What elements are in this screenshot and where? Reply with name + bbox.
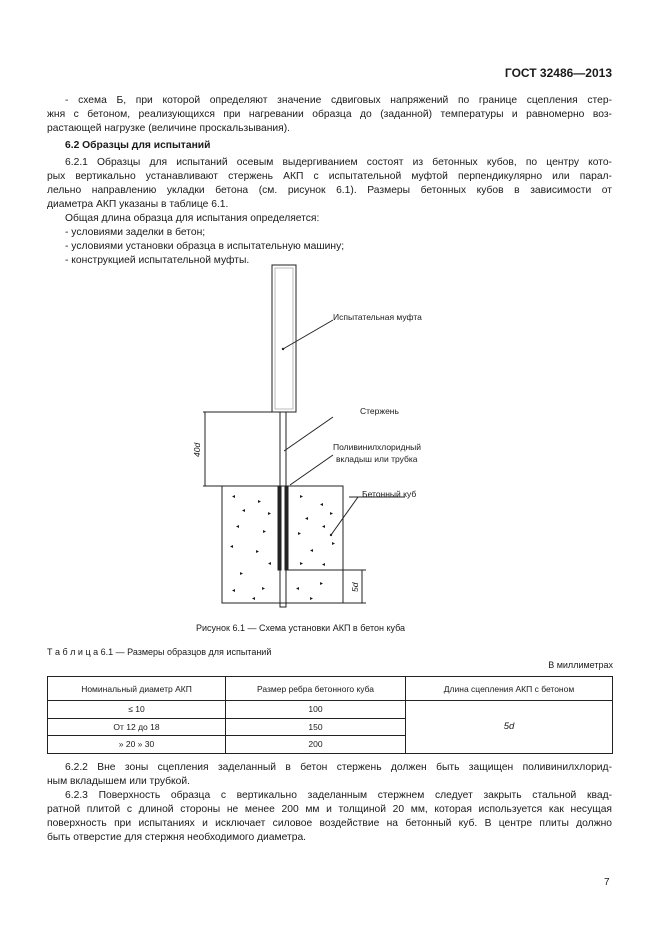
svg-text:◂: ◂ [320, 502, 324, 508]
svg-text:◂: ◂ [232, 588, 236, 594]
svg-text:▸: ▸ [300, 494, 304, 500]
svg-text:▸: ▸ [310, 596, 314, 602]
column-header: Длина сцепления АКП с бетоном [406, 677, 613, 701]
text-line: - схема Б, при которой определяют значение сдвиговых напряжений по границе сцепления стер- [65, 95, 612, 106]
svg-text:◂: ◂ [236, 524, 240, 530]
svg-text:▸: ▸ [256, 549, 260, 555]
label-pvc: Поливинилхлоридный [333, 442, 422, 452]
section-heading: 6.2 Образцы для испытаний [65, 140, 211, 151]
bullet-item: - конструкцией испытательной муфты. [65, 255, 250, 266]
page-number: 7 [604, 877, 610, 888]
table-row [48, 701, 613, 719]
table-cell: 100 [226, 701, 406, 719]
label-rod: Стержень [360, 406, 399, 416]
svg-text:▸: ▸ [263, 529, 267, 535]
svg-text:▸: ▸ [268, 511, 272, 517]
figure-caption: Рисунок 6.1 — Схема установки АКП в бетон куба [196, 623, 406, 633]
table-units: В миллиметрах [548, 660, 613, 670]
svg-text:◂: ◂ [252, 596, 256, 602]
dimension-40d: 40d [192, 442, 202, 457]
text-line: Общая длина образца для испытания определяется: [65, 213, 320, 224]
column-header: Размер ребра бетонного куба [226, 677, 406, 701]
text-line: рых вертикально устанавливают стержень АКП с испытательной муфтой перпендикулярно или парал- [47, 171, 612, 182]
text-line: диаметра АКП указаны в таблице 6.1. [47, 199, 229, 210]
svg-text:◂: ◂ [305, 516, 309, 522]
bond-length-cell: 5d [406, 701, 613, 754]
svg-text:◂: ◂ [296, 586, 300, 592]
table-cell: ≤ 10 [48, 701, 226, 719]
svg-text:▸: ▸ [240, 571, 244, 577]
text-line: ным вкладышем или трубкой. [47, 776, 191, 787]
svg-text:◂: ◂ [242, 508, 246, 514]
label-cube: Бетонный куб [362, 489, 417, 499]
table-cell: » 20 » 30 [48, 736, 226, 754]
svg-text:◂: ◂ [310, 548, 314, 554]
table-cell: 200 [226, 736, 406, 754]
column-header: Номинальный диаметр АКП [48, 677, 226, 701]
text-line: поверхность при испытаниях и исключает силовое воздействие на бетонный куб. В центре плиты должно [47, 818, 612, 829]
label-pvc: вкладыш или трубка [336, 454, 418, 464]
document-code: ГОСТ 32486—2013 [504, 66, 612, 80]
svg-text:◂: ◂ [268, 561, 272, 567]
svg-text:▸: ▸ [258, 499, 262, 505]
test-muff [272, 265, 296, 412]
text-line: ратной плитой с длиной стороны не менее 200 мм и толщиной 20 мм, которая используется как несущая [47, 804, 612, 815]
svg-text:▸: ▸ [332, 541, 336, 547]
sizes-table [47, 676, 613, 754]
dimension-5d: 5d [350, 582, 360, 592]
text-line: 6.2.3 Поверхность образца с вертикально заделанным стержнем следует закрыть стальной квад- [65, 790, 612, 801]
text-line: быть отверстие для стержня необходимого диаметра. [47, 832, 307, 843]
label-muff: Испытательная муфта [333, 312, 422, 322]
svg-text:▸: ▸ [300, 561, 304, 567]
svg-text:▸: ▸ [330, 511, 334, 517]
svg-text:◂: ◂ [322, 524, 326, 530]
pvc-tube [278, 486, 281, 570]
table-cell: 150 [226, 718, 406, 736]
svg-text:▸: ▸ [262, 586, 266, 592]
text-line: растающей нагрузке (величине проскальзывания). [47, 123, 291, 134]
text-line: лельно направлению укладки бетона (см. рисунок 6.1). Размеры бетонных кубов в зависимости от [47, 185, 612, 196]
svg-text:◂: ◂ [322, 562, 326, 568]
bullet-item: - условиями установки образца в испытательную машину; [65, 241, 345, 252]
table-cell: От 12 до 18 [48, 718, 226, 736]
text-line: 6.2.1 Образцы для испытаний осевым выдергиванием состоят из бетонных кубов, по центру кото- [65, 157, 612, 168]
svg-text:▸: ▸ [298, 531, 302, 537]
text-line: жня с бетоном, реализующихся при нагревании образца до (заданной) температуры и равномерно воз- [47, 109, 612, 120]
svg-text:◂: ◂ [230, 544, 234, 550]
svg-text:◂: ◂ [232, 494, 236, 500]
svg-text:▸: ▸ [320, 581, 324, 587]
table-title: Т а б л и ц а 6.1 — Размеры образцов для испытаний [47, 647, 272, 657]
text-line: 6.2.2 Вне зоны сцепления заделанный в бетон стержень должен быть защищен поливинилхлорид- [65, 762, 612, 773]
bullet-item: - условиями заделки в бетон; [65, 227, 206, 238]
